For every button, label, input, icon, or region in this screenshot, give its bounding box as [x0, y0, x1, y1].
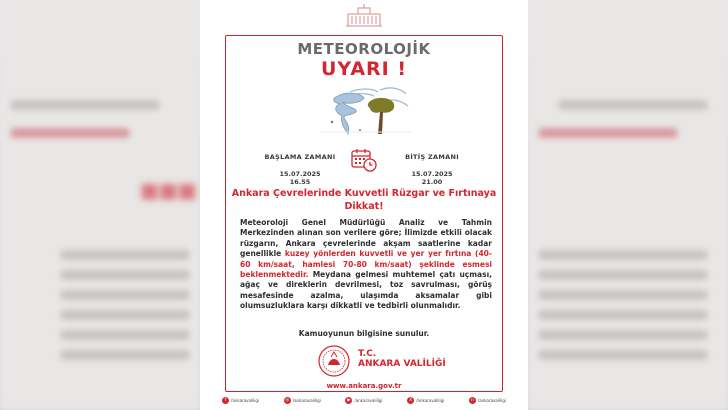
blur-bar — [538, 250, 708, 260]
blur-bar — [558, 100, 708, 110]
start-time-block — [250, 153, 350, 186]
blur-bar — [60, 270, 190, 280]
org-line1: T.C. — [358, 349, 377, 359]
start-label: BAŞLAMA ZAMANI — [264, 153, 336, 161]
social-link-facebook[interactable] — [222, 397, 259, 404]
body-part1: Meteoroloji Genel Müdürlüğü Analiz ve Tahmin Merkezinden alınan son verilere göre; İlimizde etkili olacak rüzgarın, Ankara çevrelerinde akşam saatlerine kadar genellikle — [240, 218, 492, 259]
youtube-icon: ▶ — [347, 397, 351, 403]
blur-bar — [10, 128, 130, 138]
social-link-instagram[interactable] — [284, 397, 321, 404]
start-date: 15.07.2025 — [279, 170, 321, 178]
blur-bar — [60, 330, 190, 340]
calendar-clock-icon — [350, 147, 378, 173]
government-building-icon — [344, 2, 384, 28]
social-handle: /ankaravaliligi — [477, 397, 506, 403]
instagram-icon: ◎ — [285, 397, 290, 403]
body-part2: Meydana gelmesi muhtemel çatı uçması, ağaç ve direklerin devrilmesi, toz savrulması, görüş mesafesinde azalma, ulaşımda aksamalar gibi olumsuzluklara karşı dikkatli ve tedbirli olunmalıdır. — [240, 270, 492, 311]
blur-text: ■■■ — [140, 178, 197, 202]
blurred-background-right — [528, 0, 728, 410]
website-link[interactable]: www.ankara.gov.tr — [326, 382, 402, 390]
blur-bar — [60, 310, 190, 320]
end-time-block — [382, 153, 482, 186]
end-date: 15.07.2025 — [411, 170, 453, 178]
body-highlight: kuzey yönlerden kuvvetli ve yer yer fırtına (40-60 km/saat, hamlesi 70-80 km/saat) şeklinde esmesi beklenmektedir. — [240, 249, 492, 280]
body-text — [240, 218, 492, 312]
notice-text: Kamuoyunun bilgisine sunulur. — [298, 329, 430, 338]
title-line1: METEOROLOJİK — [297, 40, 431, 58]
social-link-nsosyal[interactable] — [469, 397, 506, 404]
blur-bar — [60, 290, 190, 300]
poster-frame — [225, 35, 503, 392]
end-time: 21.00 — [421, 178, 443, 186]
social-handle: /ankaravaliligi — [416, 397, 445, 403]
start-time: 16.55 — [289, 178, 311, 186]
blur-bar — [538, 270, 708, 280]
blur-bar — [538, 290, 708, 300]
org-line2: ANKARA VALİLİĞİ — [358, 359, 446, 369]
blurred-background-left — [0, 0, 200, 410]
nsosyal-icon: n — [469, 397, 476, 404]
blur-bar — [538, 350, 708, 360]
blur-bar — [538, 330, 708, 340]
poster-header — [200, 0, 528, 32]
social-links — [222, 394, 506, 406]
social-handle: /ankaravaliligi — [354, 397, 383, 403]
headline: Ankara Çevrelerinde Kuvvetli Rüzgar ve Fırtınaya Dikkat! — [231, 188, 497, 212]
blur-bar — [538, 128, 678, 138]
social-link-x[interactable] — [407, 397, 444, 404]
title-line2: UYARI ! — [320, 58, 408, 80]
social-handle: /ankaravaliligi — [292, 397, 321, 403]
social-handle: /ankaravaliligi — [231, 397, 260, 403]
social-link-youtube[interactable] — [345, 397, 382, 404]
warning-poster — [200, 0, 528, 410]
facebook-icon: f — [222, 397, 229, 404]
x-icon: X — [409, 397, 413, 403]
ankara-governorship-seal-icon — [318, 345, 350, 377]
end-label: BİTİŞ ZAMANI — [405, 153, 459, 161]
storm-tree-icon — [320, 82, 412, 140]
blur-bar — [538, 310, 708, 320]
blur-bar — [10, 100, 160, 110]
blur-bar — [60, 350, 190, 360]
blur-bar — [60, 250, 190, 260]
